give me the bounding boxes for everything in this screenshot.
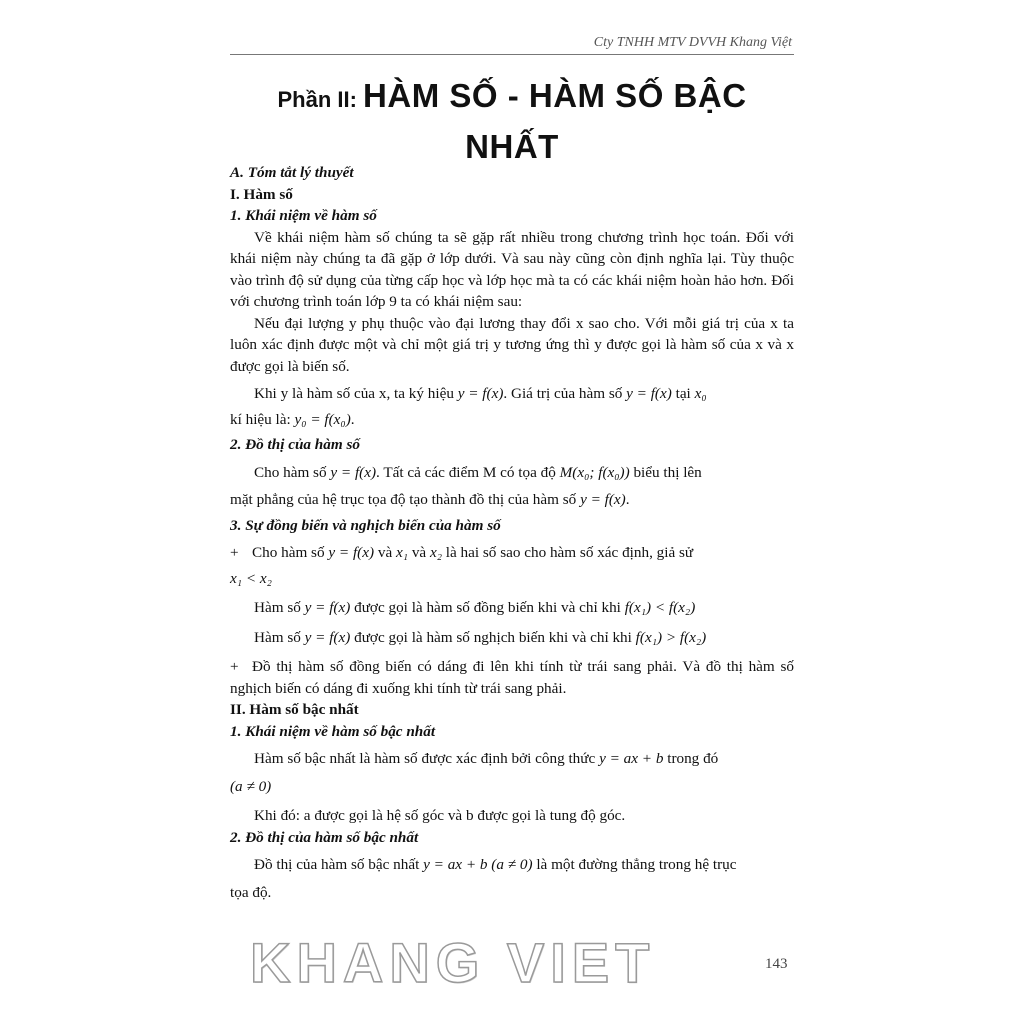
heading-2: 2. Đồ thị của hàm số (230, 436, 360, 453)
formula: x₀ (694, 385, 707, 402)
paragraph-ii2-p2: tọa độ. (230, 883, 272, 901)
formula: y = f(x) (626, 385, 672, 402)
text: được gọi là hàm số đồng biến khi và chỉ khi (350, 599, 625, 616)
text: Hàm số (254, 628, 305, 646)
formula: f(x₁) < f(x₂) (624, 599, 696, 616)
text: Đồ thị của hàm số bậc nhất (254, 856, 424, 873)
formula: f(x₁) > f(x₂) (635, 628, 707, 646)
formula-line (230, 776, 794, 798)
text: Cho hàm số (252, 544, 329, 561)
plus-bullet: + (230, 544, 239, 561)
formula: y = ax + b (599, 750, 664, 767)
formula: y = f(x) (580, 491, 626, 508)
formula: y = f(x) (304, 628, 351, 646)
formula: y = ax + b (423, 856, 488, 873)
heading-a: A. Tóm tắt lý thuyết (230, 164, 354, 181)
title-main: HÀM SỐ - HÀM SỐ BẬC NHẤT (363, 77, 747, 165)
paragraph-ii1-p1 (230, 748, 794, 770)
paragraph-s3-l2 (230, 627, 794, 649)
running-header (230, 34, 794, 55)
formula: y = f(x) (330, 463, 377, 481)
formula: x₁ < x₂ (230, 569, 272, 587)
formula: x₁ (395, 544, 409, 561)
text: Khi y là hàm số của x, ta ký hiệu (254, 385, 458, 402)
heading-ii: II. Hàm số bậc nhất (230, 701, 359, 718)
publisher-name: Cty TNHH MTV DVVH Khang Việt (593, 35, 792, 50)
paragraph-s2-p2 (230, 489, 794, 511)
paragraph-s1-p1: Về khái niệm hàm số chúng ta sẽ gặp rất nhiều trong chương trình học toán. Đối với khái niệm này chúng ta đã gặp ở lớp dưới. Và sau này cũng còn định nghĩa lại. Tùy thuộc vào trình độ sử dụng của từng cấp học và lớp học mà ta có các khái niệm hoàn hảo hơn. Đối với chương trình toán lớp 9 ta có khái niệm sau: (230, 228, 794, 310)
formula: x₂ (429, 544, 442, 561)
paragraph-s3-l1 (230, 597, 794, 619)
heading-i: I. Hàm số (230, 185, 293, 203)
page-number: 143 (765, 956, 788, 972)
formula: (a ≠ 0) (491, 856, 533, 873)
bullet-s3-b1 (230, 542, 794, 564)
title-part-label: Phần II: (277, 87, 364, 112)
page-title (230, 74, 794, 176)
heading-ii-2: 2. Đồ thị của hàm số bậc nhất (230, 828, 419, 846)
text: . Giá trị của hàm số (503, 385, 627, 402)
heading-1: 1. Khái niệm về hàm số (230, 207, 377, 224)
text: Hàm số (254, 599, 305, 616)
text: và (374, 544, 396, 561)
text: biểu thị lên (629, 463, 702, 481)
text: mặt phẳng của hệ trục tọa độ tạo thành đồ thị của hàm số (230, 491, 581, 508)
text: là hai số sao cho hàm số xác định, giả sử (441, 544, 694, 561)
formula-line (230, 568, 794, 590)
text: và (408, 544, 430, 561)
text: tại (671, 385, 695, 402)
paragraph-s1-p3 (230, 383, 794, 405)
paragraph-ii1-p2: Khi đó: a được gọi là hệ số góc và b được gọi là tung độ góc. (254, 807, 626, 824)
paragraph-ii2-p1 (230, 854, 794, 876)
paragraph-s1-p2: Nếu đại lượng y phụ thuộc vào đại lương thay đổi x sao cho. Với mỗi giá trị của x ta luôn xác định được một và chỉ một giá trị y tương ứng thì y được gọi là hàm số của x và x được gọi là biến số. (230, 314, 794, 375)
text: được gọi là hàm số nghịch biến khi và chỉ khi (350, 628, 636, 646)
text: Cho hàm số (254, 463, 331, 481)
publisher-watermark: KHANG VIET (250, 931, 656, 994)
plus-bullet: + (230, 658, 239, 675)
text: . (625, 491, 630, 508)
text: Hàm số bậc nhất là hàm số được xác định bởi công thức (254, 750, 600, 767)
text: . (350, 410, 355, 428)
paragraph-s2-p1 (230, 462, 794, 484)
text: trong đó (663, 750, 719, 767)
bullet-s3-b2 (230, 656, 794, 699)
text: kí hiệu là: (230, 410, 295, 428)
formula: y = f(x) (328, 544, 375, 561)
heading-3: 3. Sự đồng biến và nghịch biến của hàm số (230, 516, 501, 534)
formula: y = f(x) (304, 599, 351, 616)
text: Đồ thị hàm số đồng biến có dáng đi lên khi tính từ trái sang phải. Và đồ thị hàm số nghịch biến có dáng đi xuống khi tính từ trái sang phải. (230, 658, 794, 697)
page-body (230, 162, 794, 903)
text: là một đường thẳng trong hệ trục (532, 856, 737, 873)
text: . Tất cả các điểm M có tọa độ (376, 463, 560, 481)
formula: M(x₀; f(x₀)) (559, 463, 630, 481)
paragraph-s1-p4 (230, 409, 794, 431)
formula: y₀ = f(x₀) (294, 410, 351, 428)
formula: (a ≠ 0) (230, 777, 272, 795)
formula: y = f(x) (457, 385, 504, 402)
heading-ii-1: 1. Khái niệm về hàm số bậc nhất (230, 722, 436, 740)
